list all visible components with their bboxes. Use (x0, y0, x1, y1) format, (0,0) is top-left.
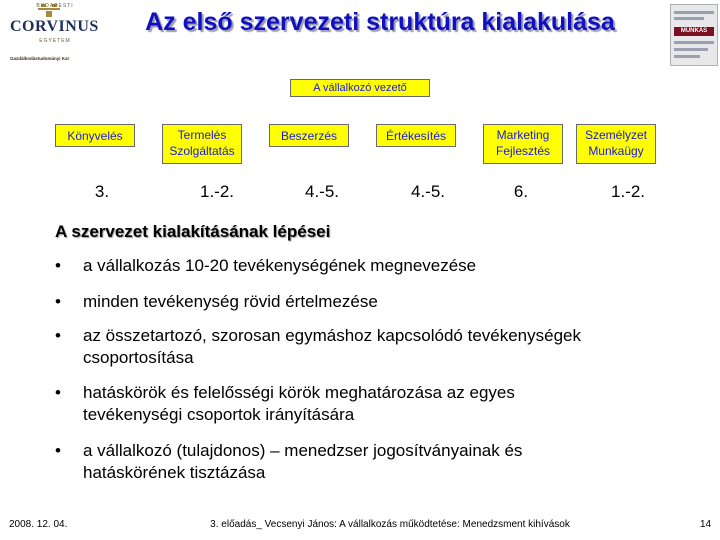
org-department-label: Munkaügy (588, 144, 644, 158)
list-item (55, 325, 695, 369)
bullet-icon: • (55, 441, 61, 460)
org-department-label: Szolgáltatás (169, 144, 235, 158)
list-item-text: tevékenységi csoportok irányítására (83, 405, 355, 424)
org-department-label: Fejlesztés (495, 144, 551, 158)
org-department-label: Személyzet (584, 128, 648, 142)
org-step-number: 6. (513, 182, 529, 201)
logo-name: CORVINUS (10, 18, 99, 35)
list-item-text: hatáskörök és felelősségi körök meghatározása az egyes (83, 383, 515, 402)
list-item-text: a vállalkozás 10-20 tevékenységének megnevezése (83, 256, 477, 275)
org-step-number: 3. (94, 182, 110, 201)
org-department-box (162, 124, 242, 164)
org-department-label: Termelés (177, 128, 227, 142)
list-item (55, 440, 695, 484)
steps-list (55, 255, 695, 484)
bullet-icon: • (55, 292, 61, 311)
org-department-box (269, 124, 349, 147)
logo-sub-text: EGYETEM (39, 38, 71, 44)
steps-heading: A szervezet kialakításának lépései (55, 222, 331, 241)
logo-top-text: BUDAPESTI (36, 3, 74, 9)
partner-logo-brand: MUNKÁS (674, 27, 714, 36)
list-item-text: az összetartozó, szorosan egymáshoz kapcsolódó tevékenységek (83, 326, 581, 345)
org-top-box: A vállalkozó vezető (290, 79, 430, 97)
list-item-text: minden tevékenység rövid értelmezése (83, 292, 378, 311)
footer-page-number: 14 (700, 519, 712, 530)
org-department-box (576, 124, 656, 164)
org-department-label: Könyvelés (67, 129, 123, 143)
list-item-text: a vállalkozó (tulajdonos) – menedzser jogosítványainak és (83, 441, 523, 460)
org-department-label: Értékesítés (385, 129, 447, 143)
org-step-number: 1.-2. (610, 182, 646, 201)
logo-tagline: Gazdálkodástudományi Kar (10, 56, 70, 61)
org-department-label: Beszerzés (280, 129, 338, 143)
org-step-number: 4.-5. (410, 182, 446, 201)
bullet-icon: • (55, 326, 61, 345)
footer-date: 2008. 12. 04. (9, 519, 68, 530)
org-step-number: 4.-5. (304, 182, 340, 201)
org-step-number: 1.-2. (199, 182, 235, 201)
org-department-box (55, 124, 135, 147)
bullet-icon: • (55, 383, 61, 402)
list-item-text: csoportosítása (83, 348, 194, 367)
org-department-label: Marketing (496, 128, 550, 142)
list-item (55, 382, 695, 426)
org-department-box (483, 124, 563, 164)
list-item (55, 291, 695, 313)
footer-course: 3. előadás_ Vecsenyi János: A vállalkozás működtetése: Menedzsment kihívások (210, 519, 570, 530)
bullet-icon: • (55, 256, 61, 275)
list-item (55, 255, 695, 277)
slide-title: Az első szervezeti struktúra kialakulása (145, 8, 615, 36)
org-department-box (376, 124, 456, 147)
list-item-text: hatáskörének tisztázása (83, 463, 266, 482)
